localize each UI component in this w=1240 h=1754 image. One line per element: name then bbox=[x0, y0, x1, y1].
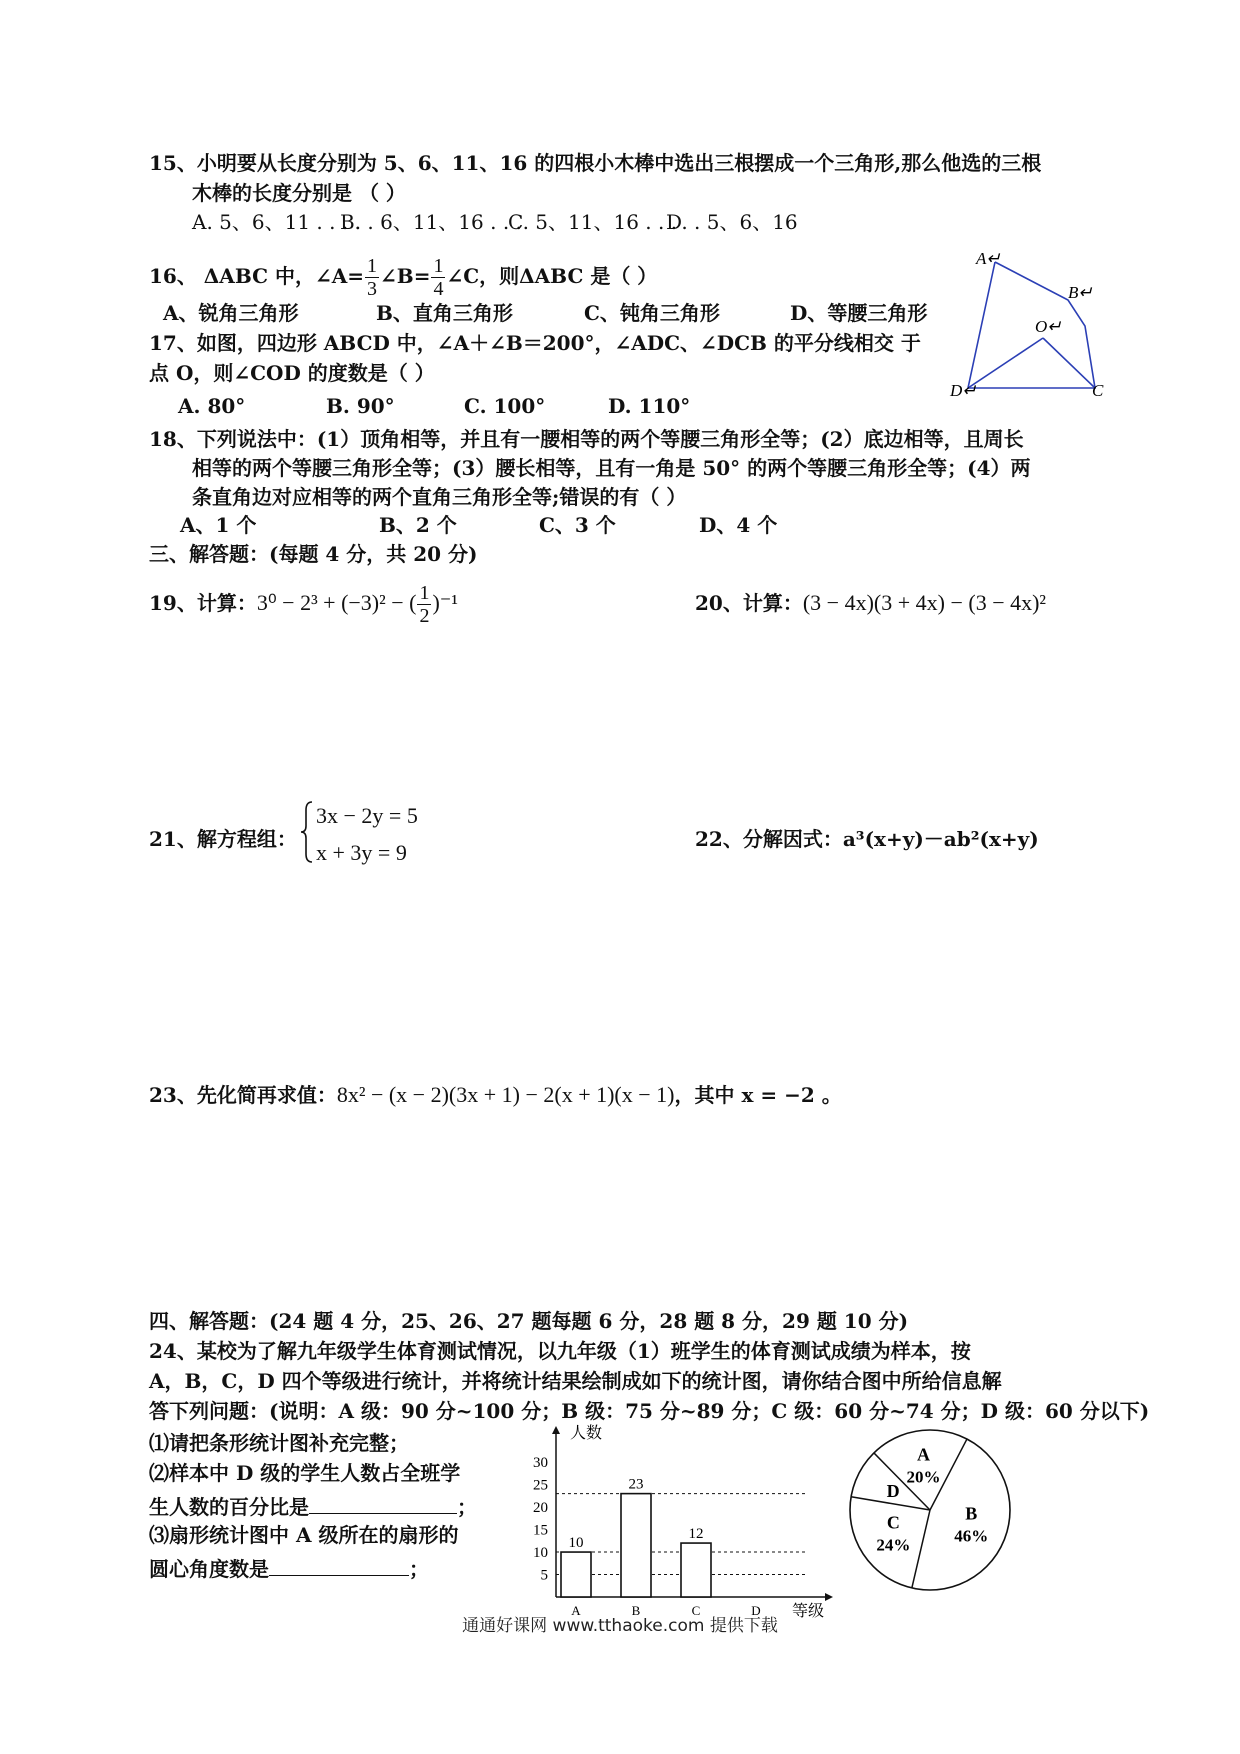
q24-sub3b: 圆心角度数是 bbox=[149, 1557, 269, 1581]
answer-blank-angle[interactable] bbox=[269, 1553, 409, 1576]
footer-source: 通通好课网 www.tthaoke.com 提供下载 bbox=[462, 1616, 778, 1636]
q24-sub2a: ⑵样本中 D 级的学生人数占全班学 bbox=[149, 1461, 461, 1485]
q23-label: 23、先化简再求值： bbox=[149, 1083, 337, 1107]
section4-title: 四、解答题：(24 题 4 分，25、26、27 题每题 6 分，28 题 8 分，29 题 10 分) bbox=[149, 1309, 909, 1333]
q19 bbox=[149, 577, 458, 629]
q21-eq1: 3x − 2y = 5 bbox=[316, 803, 418, 828]
q24-line1: 24、某校为了解九年级学生体育测试情况，以九年级（1）班学生的体育测试成绩为样本，按 bbox=[149, 1339, 971, 1363]
x-tick-label: D bbox=[751, 1603, 761, 1618]
q16-option-c: C、钝角三角形 bbox=[584, 301, 720, 325]
q15-line1: 15、小明要从长度分别为 5、6、11、16 的四根小木棒中选出三根摆成一个三角形,那么他选的三根 bbox=[149, 151, 1042, 175]
q22-label: 22、分解因式： bbox=[695, 827, 843, 851]
q17-line1: 17、如图，四边形 ABCD 中，∠A＋∠B＝200°，∠ADC、∠DCB 的平分线相交 于 bbox=[149, 331, 921, 355]
q18-option-a: A、1 个 bbox=[180, 513, 257, 537]
q15-line2: 木棒的长度分别是 （ ） bbox=[192, 181, 406, 205]
segment-oc bbox=[1043, 338, 1095, 388]
y-axis-title: 人数 bbox=[570, 1425, 603, 1442]
q18-line1: 18、下列说法中：(1）顶角相等，并且有一腰相等的两个等腰三角形全等；(2）底边相等，且周长 bbox=[149, 427, 1024, 451]
q17-options bbox=[178, 393, 690, 419]
bar-chart bbox=[510, 1422, 840, 1622]
x-tick-label: B bbox=[631, 1603, 641, 1618]
q23-tail: ，其中 x = −2 。 bbox=[674, 1083, 842, 1107]
q23-expr: 8x² − (x − 2)(3x + 1) − 2(x + 1)(x − 1) bbox=[336, 1082, 675, 1107]
pie-chart bbox=[845, 1424, 1015, 1596]
q19-frac-half: $\frac{1}{2}$ bbox=[419, 582, 430, 627]
y-tick-label: 25 bbox=[533, 1477, 548, 1494]
x-tick-label: A bbox=[571, 1603, 581, 1618]
pie-slice-percent: 46% bbox=[954, 1526, 989, 1546]
q17-line2: 点 O，则∠COD 的度数是（ ） bbox=[149, 361, 435, 385]
q18-options bbox=[180, 512, 777, 538]
label-c: C bbox=[1092, 381, 1104, 400]
q24-sub3a: ⑶扇形统计图中 A 级所在的扇形的 bbox=[149, 1523, 459, 1547]
y-axis-arrow bbox=[552, 1426, 560, 1434]
bar-value-label: 10 bbox=[568, 1535, 584, 1552]
pie-slice-label-b: B bbox=[965, 1503, 978, 1524]
q24-sub3c: ； bbox=[409, 1557, 429, 1581]
q18-option-b: B、2 个 bbox=[379, 513, 457, 537]
q24-line3: 答下列问题：(说明：A 级：90 分~100 分；B 级：75 分~89 分；C 级：60 分~74 分；D 级：60 分以下) bbox=[149, 1399, 1150, 1423]
x-axis-arrow bbox=[825, 1593, 833, 1601]
q16-frac-one-third: $\frac{1}{3}$ bbox=[367, 255, 378, 300]
q18-line3: 条直角边对应相等的两个直角三角形全等;错误的有（ ） bbox=[192, 485, 687, 509]
q15-options bbox=[192, 209, 798, 235]
label-b: B↵ bbox=[1068, 283, 1093, 302]
bar-b bbox=[621, 1494, 651, 1597]
q24-line2: A，B，C，D 四个等级进行统计，并将统计结果绘制成如下的统计图，请你结合图中所给信息解 bbox=[149, 1369, 1002, 1393]
q16-mid: ∠B= bbox=[380, 264, 431, 288]
pie-slice-percent: 24% bbox=[876, 1535, 911, 1555]
q15-option-d: D. . 5、6、16 bbox=[666, 210, 798, 234]
y-tick-label: 30 bbox=[533, 1455, 548, 1472]
y-tick-label: 10 bbox=[533, 1545, 548, 1562]
label-a: A↵ bbox=[976, 249, 1001, 268]
q17-option-c: C. 100° bbox=[464, 394, 546, 418]
y-tick-label: 5 bbox=[540, 1567, 548, 1584]
q16-option-b: B、直角三角形 bbox=[376, 301, 513, 325]
y-tick-label: 20 bbox=[533, 1500, 548, 1517]
y-tick-label: 15 bbox=[533, 1522, 548, 1539]
q24-sub1: ⑴请把条形统计图补充完整； bbox=[149, 1431, 409, 1455]
q20-expr: (3 − 4x)(3 + 4x) − (3 − 4x)² bbox=[802, 590, 1047, 615]
q16-options bbox=[163, 300, 927, 326]
x-tick-label: C bbox=[691, 1603, 701, 1618]
pie-slice-label-c: C bbox=[886, 1512, 900, 1533]
q21-eq2: x + 3y = 9 bbox=[316, 840, 407, 865]
bar-value-label: 23 bbox=[628, 1476, 644, 1493]
q24-sub2 bbox=[149, 1491, 477, 1520]
q16-frac-one-fourth: $\frac{1}{4}$ bbox=[433, 255, 444, 300]
q22 bbox=[695, 826, 1039, 852]
q24-sub3 bbox=[149, 1553, 429, 1582]
quadrilateral-figure bbox=[940, 240, 1120, 400]
q16-suffix: ∠C，则ΔABC 是（ ） bbox=[446, 264, 658, 288]
pie-slice-percent: 20% bbox=[906, 1467, 941, 1487]
q15-option-b: B. . 6、11、16 . . . bbox=[340, 210, 522, 234]
pie-slice-label-d: D bbox=[886, 1480, 900, 1501]
segment-do bbox=[968, 338, 1043, 388]
q16-prefix: 16、 ΔABC 中，∠A= bbox=[149, 264, 365, 288]
q15-option-c: C. 5、11、16 . . . bbox=[508, 210, 678, 234]
q20 bbox=[695, 590, 1046, 616]
q17-option-b: B. 90° bbox=[326, 394, 395, 418]
pie-slice-label-a: A bbox=[916, 1444, 930, 1465]
q16-option-a: A、锐角三角形 bbox=[163, 301, 299, 325]
q16-option-d: D、等腰三角形 bbox=[790, 301, 928, 325]
bar-c bbox=[681, 1543, 711, 1597]
bar-a bbox=[561, 1552, 591, 1597]
q20-label: 20、计算： bbox=[695, 591, 803, 615]
q18-line2: 相等的两个等腰三角形全等；(3）腰长相等，且有一角是 50° 的两个等腰三角形全等；(4）两 bbox=[192, 456, 1031, 480]
q17-option-a: A. 80° bbox=[178, 394, 246, 418]
section3-title: 三、解答题：(每题 4 分，共 20 分) bbox=[149, 542, 478, 566]
label-d: D↵ bbox=[950, 381, 977, 400]
q18-option-d: D、4 个 bbox=[699, 513, 778, 537]
label-o: O↵ bbox=[1035, 317, 1062, 336]
x-axis-title: 等级 bbox=[792, 1603, 825, 1620]
q15-option-a: A. 5、6、11 . . . . bbox=[192, 210, 361, 234]
q21-brace bbox=[300, 800, 314, 864]
q22-expr: a³(x+y)－ab²(x+y) bbox=[842, 827, 1039, 851]
q17-option-d: D. 110° bbox=[608, 394, 691, 418]
q21-label: 21、解方程组： bbox=[149, 827, 297, 851]
q18-option-c: C、3 个 bbox=[539, 513, 616, 537]
q24-sub2b: 生人数的百分比是 bbox=[149, 1495, 309, 1519]
bar-value-label: 12 bbox=[688, 1526, 704, 1543]
q24-sub2c: ； bbox=[457, 1495, 477, 1519]
q19-expr-a: 3⁰ − 2³ + (−3)² − ( bbox=[256, 590, 417, 615]
q16-line1 bbox=[149, 250, 657, 302]
answer-blank-percent[interactable] bbox=[309, 1491, 457, 1514]
q19-label: 19、计算： bbox=[149, 591, 257, 615]
q23 bbox=[149, 1082, 842, 1108]
q19-expr-b: )⁻¹ bbox=[432, 590, 459, 615]
